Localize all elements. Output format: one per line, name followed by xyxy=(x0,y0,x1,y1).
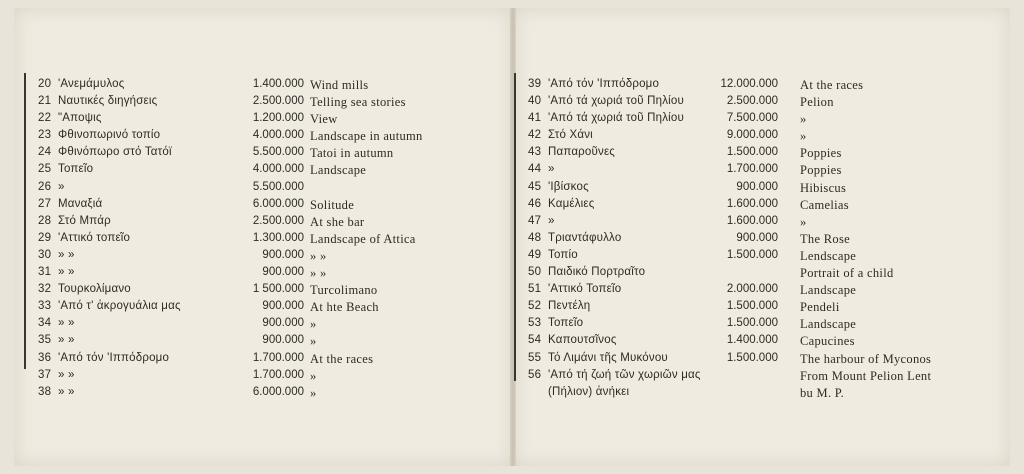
greek-title: 'Από τόν 'Ιππόδρομο xyxy=(58,351,170,364)
price: 1 500.000 xyxy=(252,283,304,296)
catalog-entry xyxy=(38,352,508,369)
price: 1.700.000 xyxy=(726,163,778,176)
entry-number: 24 xyxy=(38,146,52,159)
entry-number: 26 xyxy=(38,180,52,193)
catalog-entry xyxy=(528,215,998,232)
greek-title: (Πήλιον) ἀνήκει xyxy=(548,385,630,398)
entry-number: 52 xyxy=(528,300,542,313)
greek-title: Στό Μπάρ xyxy=(58,214,111,227)
english-title: Pelion xyxy=(800,95,834,110)
catalog-entry xyxy=(528,266,998,283)
english-title: » » xyxy=(310,248,327,263)
catalog-entry xyxy=(528,249,998,266)
greek-title: » xyxy=(548,163,555,176)
english-title: Landscape of Attica xyxy=(310,231,416,246)
price: 1.400.000 xyxy=(726,334,778,347)
entry-number: 56 xyxy=(528,368,542,381)
greek-title: » xyxy=(58,180,65,193)
greek-title: Ναυτικές διηγήσεις xyxy=(58,95,158,108)
price: 1.500.000 xyxy=(726,300,778,313)
entry-number: 25 xyxy=(38,163,52,176)
entry-number: 50 xyxy=(528,266,542,279)
catalog-entry xyxy=(528,369,998,386)
entry-number: 37 xyxy=(38,368,52,381)
english-title: The Rose xyxy=(800,231,850,246)
greek-title: Πεντέλη xyxy=(548,300,591,313)
greek-title: » xyxy=(548,214,555,227)
catalog-entry xyxy=(528,232,998,249)
english-title: Landscape xyxy=(800,283,857,298)
entry-number: 36 xyxy=(38,351,52,364)
catalog-entry xyxy=(38,266,508,283)
entry-number: 30 xyxy=(38,248,52,261)
english-title: At she bar xyxy=(310,214,365,229)
greek-title: » » xyxy=(58,248,75,261)
greek-title: 'Αττικό Τοπεῖο xyxy=(548,283,622,296)
entry-number: 23 xyxy=(38,129,52,142)
english-title: Capucines xyxy=(800,334,855,349)
price: 900.000 xyxy=(262,248,304,261)
english-title: Landscape xyxy=(310,163,367,178)
english-title: Telling sea stories xyxy=(310,95,406,110)
price: 1.200.000 xyxy=(252,112,304,125)
english-title: » xyxy=(310,317,317,332)
greek-title: Τουρκολίμανο xyxy=(58,283,131,296)
price: 1.400.000 xyxy=(252,78,304,90)
catalog-entry xyxy=(528,334,998,351)
greek-title: Μαναξιά xyxy=(58,197,103,210)
price: 1.600.000 xyxy=(726,197,778,210)
catalog-entry xyxy=(528,146,998,163)
english-title: Solitude xyxy=(310,197,355,212)
price: 1.500.000 xyxy=(726,146,778,159)
english-title: bu M. P. xyxy=(800,385,845,400)
catalog-entry xyxy=(528,386,998,403)
greek-title: Στό Χάνι xyxy=(548,129,593,142)
english-title: Portrait of a child xyxy=(800,266,894,281)
catalog-entry xyxy=(38,95,508,112)
entry-number: 51 xyxy=(528,283,542,296)
entry-number: 34 xyxy=(38,317,52,330)
price: 900.000 xyxy=(262,266,304,279)
catalog-entry xyxy=(528,129,998,146)
price: 900.000 xyxy=(262,334,304,347)
price: 2.500.000 xyxy=(252,214,304,227)
greek-title: 'Από τή ζωή τῶν χωριῶν μας xyxy=(548,368,701,381)
catalog-entry xyxy=(528,181,998,198)
catalog-entry xyxy=(528,112,998,129)
entry-number: 44 xyxy=(528,163,542,176)
greek-title: "Αποψις xyxy=(58,112,102,125)
price: 900.000 xyxy=(736,180,778,193)
catalog-entry xyxy=(38,181,508,198)
english-title: Lendscape xyxy=(800,248,857,263)
catalog-entry xyxy=(38,249,508,266)
greek-title: 'Ιβίσκος xyxy=(548,180,589,193)
entry-number: 49 xyxy=(528,248,542,261)
entry-number: 31 xyxy=(38,266,52,279)
greek-title: Τό Λιμάνι τῆς Μυκόνου xyxy=(548,351,668,364)
right-catalog-list xyxy=(528,78,998,403)
english-title: The harbour of Myconos xyxy=(800,351,932,366)
greek-title: Τριαντάφυλλο xyxy=(548,231,622,244)
catalog-entry xyxy=(38,386,508,403)
greek-title: Τοπεῖο xyxy=(548,317,584,330)
catalog-entry xyxy=(38,78,508,95)
left-catalog-list xyxy=(38,78,508,403)
english-title: Poppies xyxy=(800,163,842,178)
greek-title: Παπαροῦνες xyxy=(548,146,616,159)
catalog-entry xyxy=(38,283,508,300)
english-title: Hibiscus xyxy=(800,180,847,195)
greek-title: 'Από τόν 'Ιππόδρομο xyxy=(548,78,660,90)
english-title: Pendeli xyxy=(800,300,840,315)
greek-title: 'Αττικό τοπεῖο xyxy=(58,231,131,244)
greek-title: 'Από τά χωριά τοῦ Πηλίου xyxy=(548,112,685,125)
price: 1.700.000 xyxy=(252,351,304,364)
entry-number: 35 xyxy=(38,334,52,347)
entry-number: 45 xyxy=(528,180,542,193)
entry-number: 29 xyxy=(38,231,52,244)
right-margin-rule xyxy=(514,73,516,381)
english-title: » xyxy=(310,385,317,400)
price: 7.500.000 xyxy=(726,112,778,125)
entry-number: 41 xyxy=(528,112,542,125)
entry-number: 48 xyxy=(528,231,542,244)
english-title: Turcolimano xyxy=(310,283,378,298)
greek-title: Παιδικό Πορτραῖτο xyxy=(548,266,646,279)
catalog-entry xyxy=(38,146,508,163)
english-title: At the races xyxy=(310,351,374,366)
catalog-entry xyxy=(528,198,998,215)
entry-number: 27 xyxy=(38,197,52,210)
price: 900.000 xyxy=(262,317,304,330)
greek-title: Φθινόπωρο στό Τατόϊ xyxy=(58,146,172,159)
english-title: View xyxy=(310,112,338,127)
entry-number: 40 xyxy=(528,95,542,108)
entry-number: 55 xyxy=(528,351,542,364)
catalog-entry xyxy=(38,163,508,180)
english-title: » xyxy=(800,214,807,229)
entry-number: 33 xyxy=(38,300,52,313)
entry-number: 54 xyxy=(528,334,542,347)
catalog-entry xyxy=(528,352,998,369)
entry-number: 46 xyxy=(528,197,542,210)
price: 1.300.000 xyxy=(252,231,304,244)
catalog-entry xyxy=(528,283,998,300)
greek-title: » » xyxy=(58,368,75,381)
price: 5.500.000 xyxy=(252,146,304,159)
greek-title: Καμέλιες xyxy=(548,197,595,210)
price: 1.500.000 xyxy=(726,317,778,330)
price: 5.500.000 xyxy=(252,180,304,193)
english-title: Tatoi in autumn xyxy=(310,146,394,161)
price: 4.000.000 xyxy=(252,129,304,142)
greek-title: Τοπεῖο xyxy=(58,163,94,176)
entry-number: 20 xyxy=(38,78,52,90)
catalog-entry xyxy=(38,317,508,334)
entry-number: 21 xyxy=(38,95,52,108)
entry-number: 47 xyxy=(528,214,542,227)
greek-title: 'Ανεμάμυλος xyxy=(58,78,125,90)
greek-title: » » xyxy=(58,266,75,279)
price: 900.000 xyxy=(262,300,304,313)
greek-title: Φθινοπωρινό τοπίο xyxy=(58,129,161,142)
catalog-entry xyxy=(38,369,508,386)
price: 12.000.000 xyxy=(720,78,778,90)
english-title: » » xyxy=(310,266,327,281)
entry-number: 32 xyxy=(38,283,52,296)
catalog-entry xyxy=(528,317,998,334)
english-title: » xyxy=(800,112,807,127)
entry-number: 38 xyxy=(38,385,52,398)
catalog-entry xyxy=(528,78,998,95)
entry-number: 53 xyxy=(528,317,542,330)
english-title: From Mount Pelion Lent xyxy=(800,368,932,383)
catalog-entry xyxy=(38,129,508,146)
entry-number: 42 xyxy=(528,129,542,142)
english-title: At the races xyxy=(800,78,864,92)
price: 6.000.000 xyxy=(252,385,304,398)
greek-title: » » xyxy=(58,334,75,347)
price: 1.500.000 xyxy=(726,351,778,364)
english-title: » xyxy=(310,334,317,349)
price: 1.700.000 xyxy=(252,368,304,381)
english-title: Landscape in autumn xyxy=(310,129,423,144)
english-title: Poppies xyxy=(800,146,842,161)
english-title: » xyxy=(310,368,317,383)
catalog-entry xyxy=(38,198,508,215)
catalog-entry xyxy=(38,112,508,129)
english-title: At hte Beach xyxy=(310,300,379,315)
entry-number: 39 xyxy=(528,78,542,90)
catalog-entry xyxy=(38,215,508,232)
price: 6.000.000 xyxy=(252,197,304,210)
entry-number: 28 xyxy=(38,214,52,227)
greek-title: Τοπίο xyxy=(548,248,578,261)
price: 2.000.000 xyxy=(726,283,778,296)
english-title: Landscape xyxy=(800,317,857,332)
price: 900.000 xyxy=(736,231,778,244)
price: 2.500.000 xyxy=(252,95,304,108)
english-title: Camelias xyxy=(800,197,849,212)
price: 9.000.000 xyxy=(726,129,778,142)
left-margin-rule xyxy=(24,73,26,369)
catalog-entry xyxy=(38,232,508,249)
entry-number: 22 xyxy=(38,112,52,125)
price: 4.000.000 xyxy=(252,163,304,176)
greek-title: 'Από τά χωριά τοῦ Πηλίου xyxy=(548,95,685,108)
greek-title: Καπουτσῖνος xyxy=(548,334,617,347)
greek-title: 'Από τ' ἀκρογυάλια μας xyxy=(58,300,181,313)
entry-number: 43 xyxy=(528,146,542,159)
catalog-entry xyxy=(38,334,508,351)
price: 1.600.000 xyxy=(726,214,778,227)
price: 1.500.000 xyxy=(726,248,778,261)
english-title: » xyxy=(800,129,807,144)
catalog-entry xyxy=(528,300,998,317)
catalog-entry xyxy=(528,95,998,112)
greek-title: » » xyxy=(58,317,75,330)
catalog-entry xyxy=(528,163,998,180)
price: 2.500.000 xyxy=(726,95,778,108)
catalog-entry xyxy=(38,300,508,317)
english-title: Wind mills xyxy=(310,78,369,92)
greek-title: » » xyxy=(58,385,75,398)
